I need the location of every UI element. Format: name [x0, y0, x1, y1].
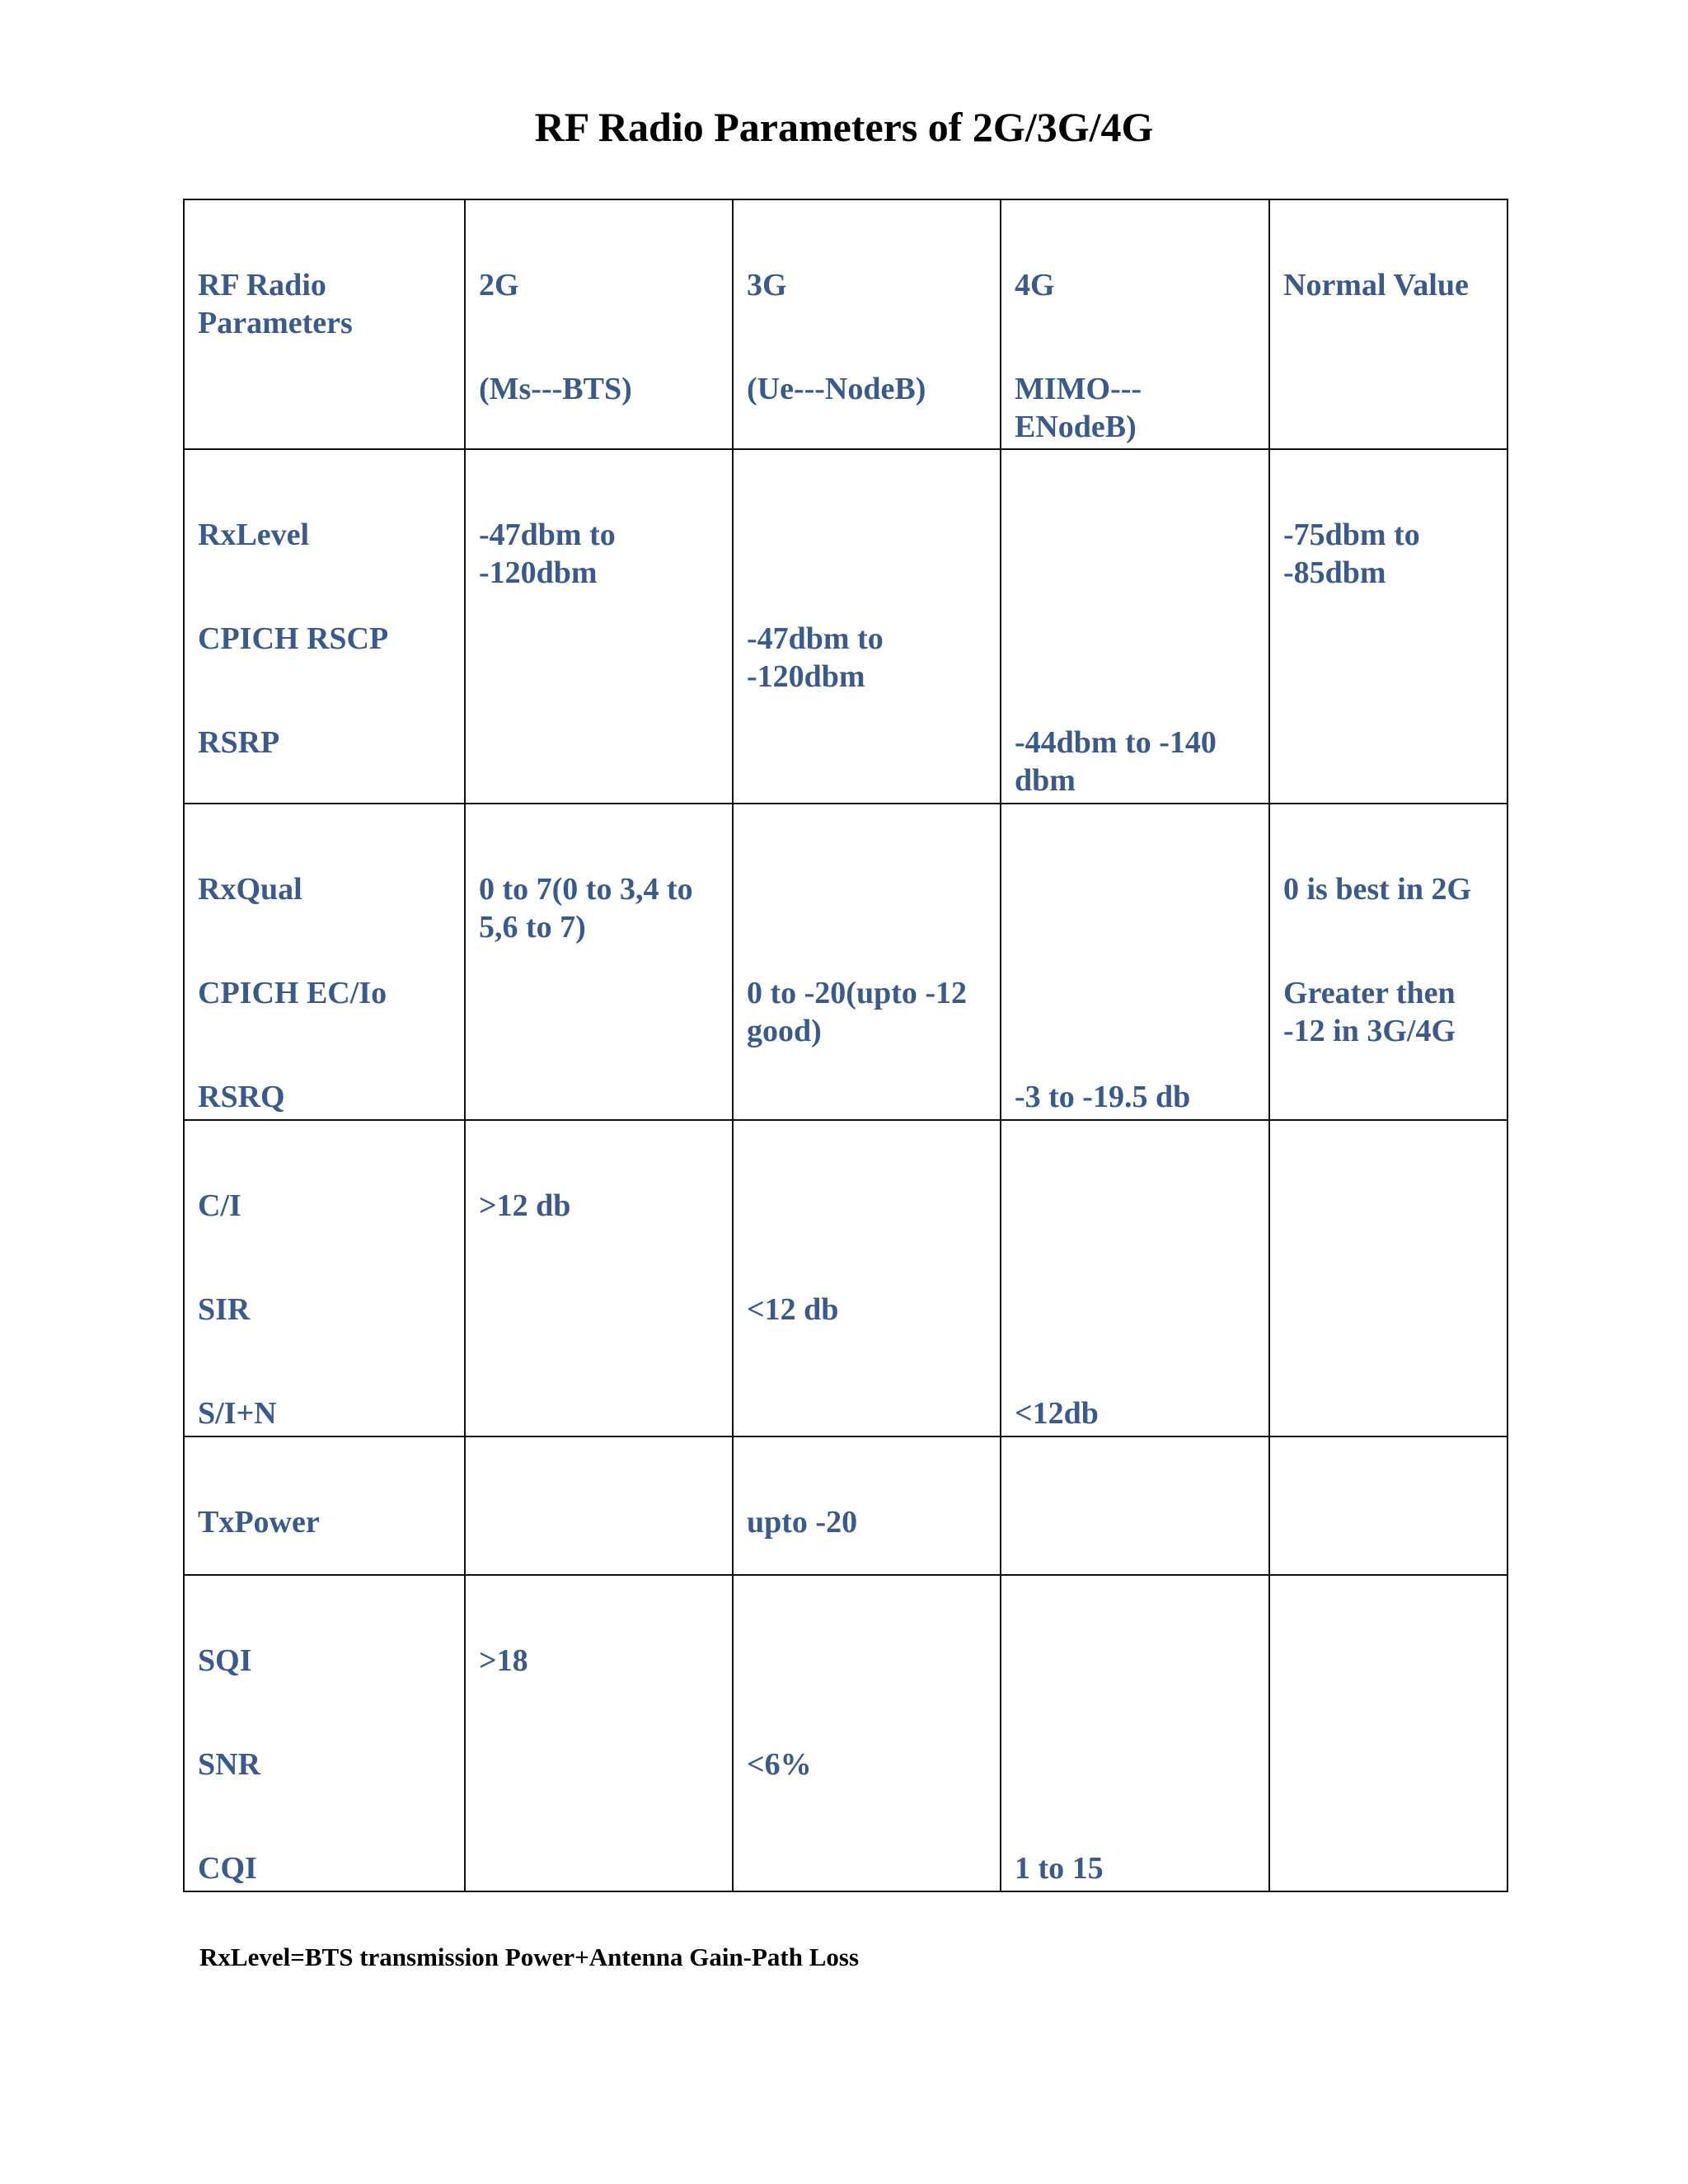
row3-2g-value: >12 db: [479, 1188, 571, 1223]
row4-3g-value: upto -20: [747, 1505, 858, 1540]
row4-param-0: TxPower: [198, 1505, 320, 1540]
row1-3g-cell: [733, 449, 1001, 804]
row2-param-1: CPICH EC/Io: [198, 976, 387, 1010]
row5-2g-value: >18: [479, 1643, 528, 1678]
header-cell-param: [184, 199, 465, 449]
header-cell-2g: [465, 199, 733, 449]
row1-param-2: RSRP: [198, 725, 280, 760]
row2-2g-cell: [465, 804, 733, 1120]
table-row: [184, 449, 1507, 804]
rf-parameters-table: [183, 199, 1508, 1892]
table-row: [184, 1120, 1507, 1436]
row5-4g-cell: [1001, 1575, 1269, 1891]
row3-4g-value: <12db: [1015, 1396, 1099, 1431]
row5-4g-value: 1 to 15: [1015, 1851, 1104, 1886]
row3-param-1: SIR: [198, 1292, 251, 1327]
rxlevel-formula: RxLevel=BTS transmission Power+Antenna Gain-Path Loss: [199, 1943, 860, 1971]
header-cell-4g: [1001, 199, 1269, 449]
row2-4g-cell: [1001, 804, 1269, 1120]
row2-4g-value: -3 to -19.5 db: [1015, 1080, 1191, 1114]
row5-3g-cell: [733, 1575, 1001, 1891]
row1-param-1: CPICH RSCP: [198, 621, 389, 656]
table-row: [184, 1575, 1507, 1891]
row1-2g-cell: [465, 449, 733, 804]
row2-normal-cell: [1269, 804, 1507, 1120]
row2-normal-0: 0 is best in 2G: [1283, 872, 1472, 907]
row4-3g-cell: [733, 1436, 1001, 1575]
row1-normal-0: -75dbm to -85dbm: [1283, 518, 1420, 590]
row4-2g-cell: [465, 1436, 733, 1575]
header-normal-label: Normal Value: [1283, 268, 1469, 302]
row2-params-cell: [184, 804, 465, 1120]
row2-param-0: RxQual: [198, 872, 302, 907]
row3-params-cell: [184, 1120, 465, 1436]
header-4g-sub: MIMO---ENodeB): [1015, 372, 1142, 444]
row4-4g-cell: [1001, 1436, 1269, 1575]
row2-param-2: RSRQ: [198, 1080, 285, 1114]
row1-params-cell: [184, 449, 465, 804]
header-3g-sub: (Ue---NodeB): [747, 372, 926, 406]
row5-param-2: CQI: [198, 1851, 257, 1886]
row3-param-0: C/I: [198, 1188, 241, 1223]
row3-4g-cell: [1001, 1120, 1269, 1436]
row1-4g-cell: [1001, 449, 1269, 804]
header-2g-sub: (Ms---BTS): [479, 372, 632, 406]
row3-3g-cell: [733, 1120, 1001, 1436]
row1-3g-value: -47dbm to -120dbm: [747, 621, 884, 694]
row5-param-0: SQI: [198, 1643, 252, 1678]
table-row: [184, 804, 1507, 1120]
row1-param-0: RxLevel: [198, 518, 310, 552]
row2-3g-value: 0 to -20(upto -12 good): [747, 976, 968, 1048]
row3-2g-cell: [465, 1120, 733, 1436]
table-header-row: [184, 199, 1507, 449]
table-row: [184, 1436, 1507, 1575]
row5-param-1: SNR: [198, 1747, 261, 1782]
row5-params-cell: [184, 1575, 465, 1891]
header-param-label: RF Radio Parameters: [198, 268, 353, 340]
page-title: RF Radio Parameters of 2G/3G/4G: [534, 104, 1154, 150]
row1-2g-value: -47dbm to -120dbm: [479, 518, 616, 590]
row2-3g-cell: [733, 804, 1001, 1120]
row5-normal-cell: [1269, 1575, 1507, 1891]
row2-2g-value: 0 to 7(0 to 3,4 to 5,6 to 7): [479, 872, 693, 944]
header-cell-3g: [733, 199, 1001, 449]
row2-normal-1: Greater then -12 in 3G/4G: [1283, 976, 1456, 1048]
row5-2g-cell: [465, 1575, 733, 1891]
row3-normal-cell: [1269, 1120, 1507, 1436]
row3-param-2: S/I+N: [198, 1396, 277, 1431]
header-2g-label: 2G: [479, 268, 519, 302]
row1-4g-value: -44dbm to -140 dbm: [1015, 725, 1217, 798]
header-4g-label: 4G: [1015, 268, 1055, 302]
row5-3g-value: <6%: [747, 1747, 812, 1782]
row3-3g-value: <12 db: [747, 1292, 839, 1327]
row4-params-cell: [184, 1436, 465, 1575]
row4-normal-cell: [1269, 1436, 1507, 1575]
header-3g-label: 3G: [747, 268, 787, 302]
row1-normal-cell: [1269, 449, 1507, 804]
header-cell-normal: [1269, 199, 1507, 449]
